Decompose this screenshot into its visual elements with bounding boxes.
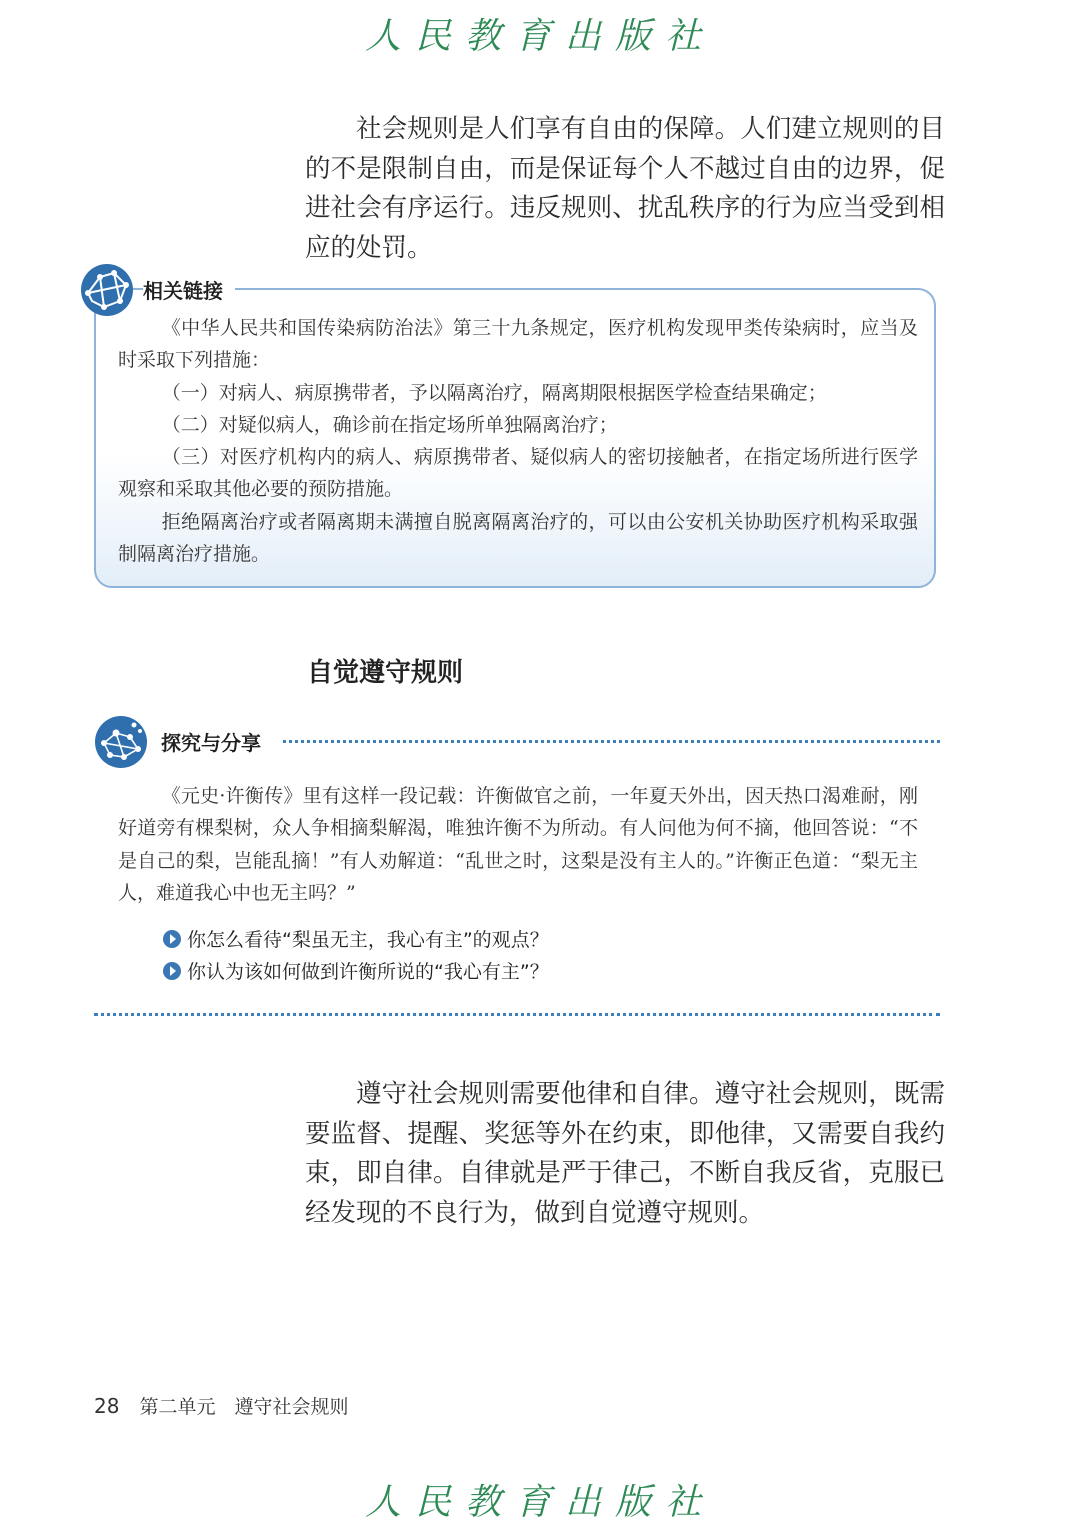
question-item <box>163 957 549 984</box>
molecule-globe-icon <box>94 715 148 769</box>
publisher-logo-bottom: 人民教育出版社 <box>364 1482 715 1523</box>
page-number: 28 <box>94 1394 120 1418</box>
related-links-paragraph: （二）对疑似病人，确诊前在指定场所单独隔离治疗； <box>161 413 618 436</box>
dotted-divider-top <box>283 740 940 743</box>
section-heading: 自觉遵守规则 <box>307 658 464 688</box>
arrow-bullet-icon <box>163 930 181 948</box>
intro-paragraph: 社会规则是人们享有自由的保障。人们建立规则的目的不是限制自由，而是保证每个人不越过自由的边界，促进社会有序运行。违反规则、扰乱秩序的行为应当受到相应的处罚。 <box>305 114 945 263</box>
story-paragraph: 《元史·许衡传》里有这样一段记载：许衡做官之前，一年夏天外出，因天热口渴难耐，刚好道旁有棵梨树，众人争相摘梨解渴，唯独许衡不为所动。有人问他为何不摘，他回答说：“不是自己的梨，岂能乱摘！”有人劝解道：“乱世之时，这梨是没有主人的。”许衡正色道：“梨无主人，难道我心中也无主吗？” <box>118 785 918 904</box>
related-links-paragraph: 拒绝隔离治疗或者隔离期未满擅自脱离隔离治疗的，可以由公安机关协助医疗机构采取强制隔离治疗措施。 <box>118 510 918 566</box>
dotted-divider-bottom <box>94 1013 940 1016</box>
related-links-paragraph: （一）对病人、病原携带者，予以隔离治疗，隔离期限根据医学检查结果确定； <box>161 381 827 404</box>
question-text: 你认为该如何做到许衡所说的“我心有主”？ <box>187 961 549 983</box>
network-globe-icon <box>80 263 134 317</box>
related-links-body <box>118 312 918 570</box>
related-links-title: 相关链接 <box>143 276 235 306</box>
unit-label: 第二单元 遵守社会规则 <box>139 1396 349 1418</box>
explore-share-title: 探究与分享 <box>161 731 261 755</box>
question-text: 你怎么看待“梨虽无主，我心有主”的观点？ <box>187 929 549 951</box>
page-footer <box>94 1392 348 1419</box>
closing-paragraph: 遵守社会规则需要他律和自律。遵守社会规则，既需要监督、提醒、奖惩等外在约束，即他律，又需要自我约束，即自律。自律就是严于律己，不断自我反省，克服已经发现的不良行为，做到自觉遵守规则。 <box>305 1079 945 1228</box>
publisher-logo-top: 人民教育出版社 <box>364 16 715 57</box>
arrow-bullet-icon <box>163 962 181 980</box>
related-links-paragraph: 《中华人民共和国传染病防治法》第三十九条规定，医疗机构发现甲类传染病时，应当及时采取下列措施： <box>118 317 918 372</box>
related-links-paragraph: （三）对医疗机构内的病人、病原携带者、疑似病人的密切接触者，在指定场所进行医学观察和采取其他必要的预防措施。 <box>118 446 918 501</box>
explore-share-story <box>118 780 918 909</box>
question-item <box>163 925 549 952</box>
